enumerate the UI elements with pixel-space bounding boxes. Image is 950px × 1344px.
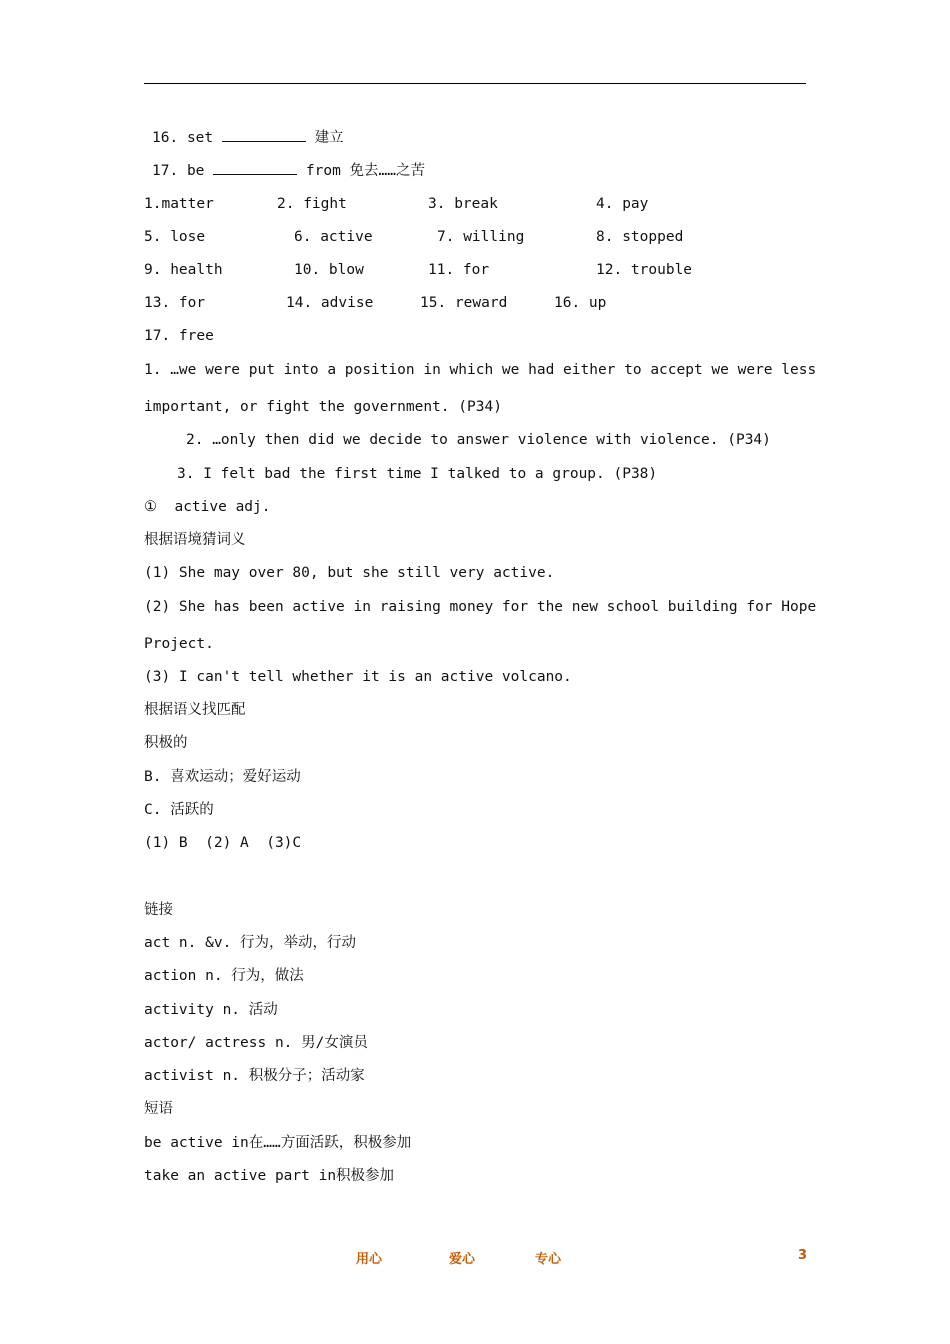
answer-blank[interactable] (222, 127, 306, 142)
phrase-number: 17. (152, 163, 179, 179)
section-title: 根据语义找匹配 (144, 702, 246, 718)
answer-item: 14. advise (286, 295, 374, 311)
link-item: actor/ actress n. 男/女演员 (144, 1035, 368, 1051)
answer-key: (1) B (2) A (3)C (144, 835, 302, 851)
answer-item: 15. reward (420, 295, 508, 311)
option-c: C. 活跃的 (144, 802, 214, 818)
answer-item: 10. blow (294, 262, 364, 278)
link-item: activist n. 积极分子；活动家 (144, 1068, 365, 1084)
section-title: 根据语境猜词义 (144, 532, 246, 548)
answer-item: 16. up (554, 295, 607, 311)
sentence-3: 3. I felt bad the first time I talked to a group. (P38) (177, 466, 658, 482)
footer-text: 专心 (535, 1252, 562, 1267)
link-item: action n. 行为，做法 (144, 968, 304, 984)
phrase-item: be active in在……方面活跃，积极参加 (144, 1135, 412, 1151)
example-3: (3) I can't tell whether it is an active volcano. (144, 669, 572, 685)
answer-item: 7. willing (437, 229, 525, 245)
answer-item: 13. for (144, 295, 206, 311)
sentence-2: 2. …only then did we decide to answer violence with violence. (P34) (186, 432, 771, 448)
example-1: (1) She may over 80, but she still very active. (144, 565, 555, 581)
phrase-number: 16. (152, 130, 179, 146)
phrase-16 (152, 127, 344, 148)
option-a: 积极的 (144, 735, 188, 751)
answer-item: 12. trouble (596, 262, 693, 278)
sentence-1-cont: important, or fight the government. (P34) (144, 399, 502, 415)
link-item: activity n. 活动 (144, 1002, 278, 1018)
answer-item: 9. health (144, 262, 223, 278)
sentence-1: 1. …we were put into a position in which we had either to accept we were less (144, 362, 817, 378)
link-item: act n. &v. 行为，举动，行动 (144, 935, 357, 951)
phrase-17 (152, 160, 425, 181)
phrase-meaning: from 免去……之苦 (305, 163, 425, 179)
answer-item: 11. for (428, 262, 490, 278)
phrase-meaning: 建立 (314, 130, 344, 146)
footer-text: 爱心 (449, 1252, 476, 1267)
answer-item: 3. break (428, 196, 498, 212)
answer-blank[interactable] (213, 160, 297, 175)
footer-text: 用心 (356, 1252, 383, 1267)
section-title: 链接 (144, 902, 173, 918)
answer-item: 2. fight (277, 196, 347, 212)
header-rule (144, 83, 806, 84)
answer-item: 17. free (144, 328, 214, 344)
page-number: 3 (798, 1248, 808, 1263)
example-2: (2) She has been active in raising money for the new school building for Hope (144, 599, 817, 615)
answer-item: 6. active (294, 229, 373, 245)
answer-item: 1.matter (144, 196, 214, 212)
phrase-item: take an active part in积极参加 (144, 1168, 395, 1184)
word-heading: ① active adj. (144, 499, 271, 515)
answer-item: 4. pay (596, 196, 649, 212)
phrase-word: set (186, 130, 214, 146)
answer-item: 5. lose (144, 229, 206, 245)
section-title: 短语 (144, 1101, 173, 1117)
phrase-word: be (186, 163, 205, 179)
option-b: B. 喜欢运动；爱好运动 (144, 769, 301, 785)
answer-item: 8. stopped (596, 229, 684, 245)
example-2-cont: Project. (144, 636, 214, 652)
